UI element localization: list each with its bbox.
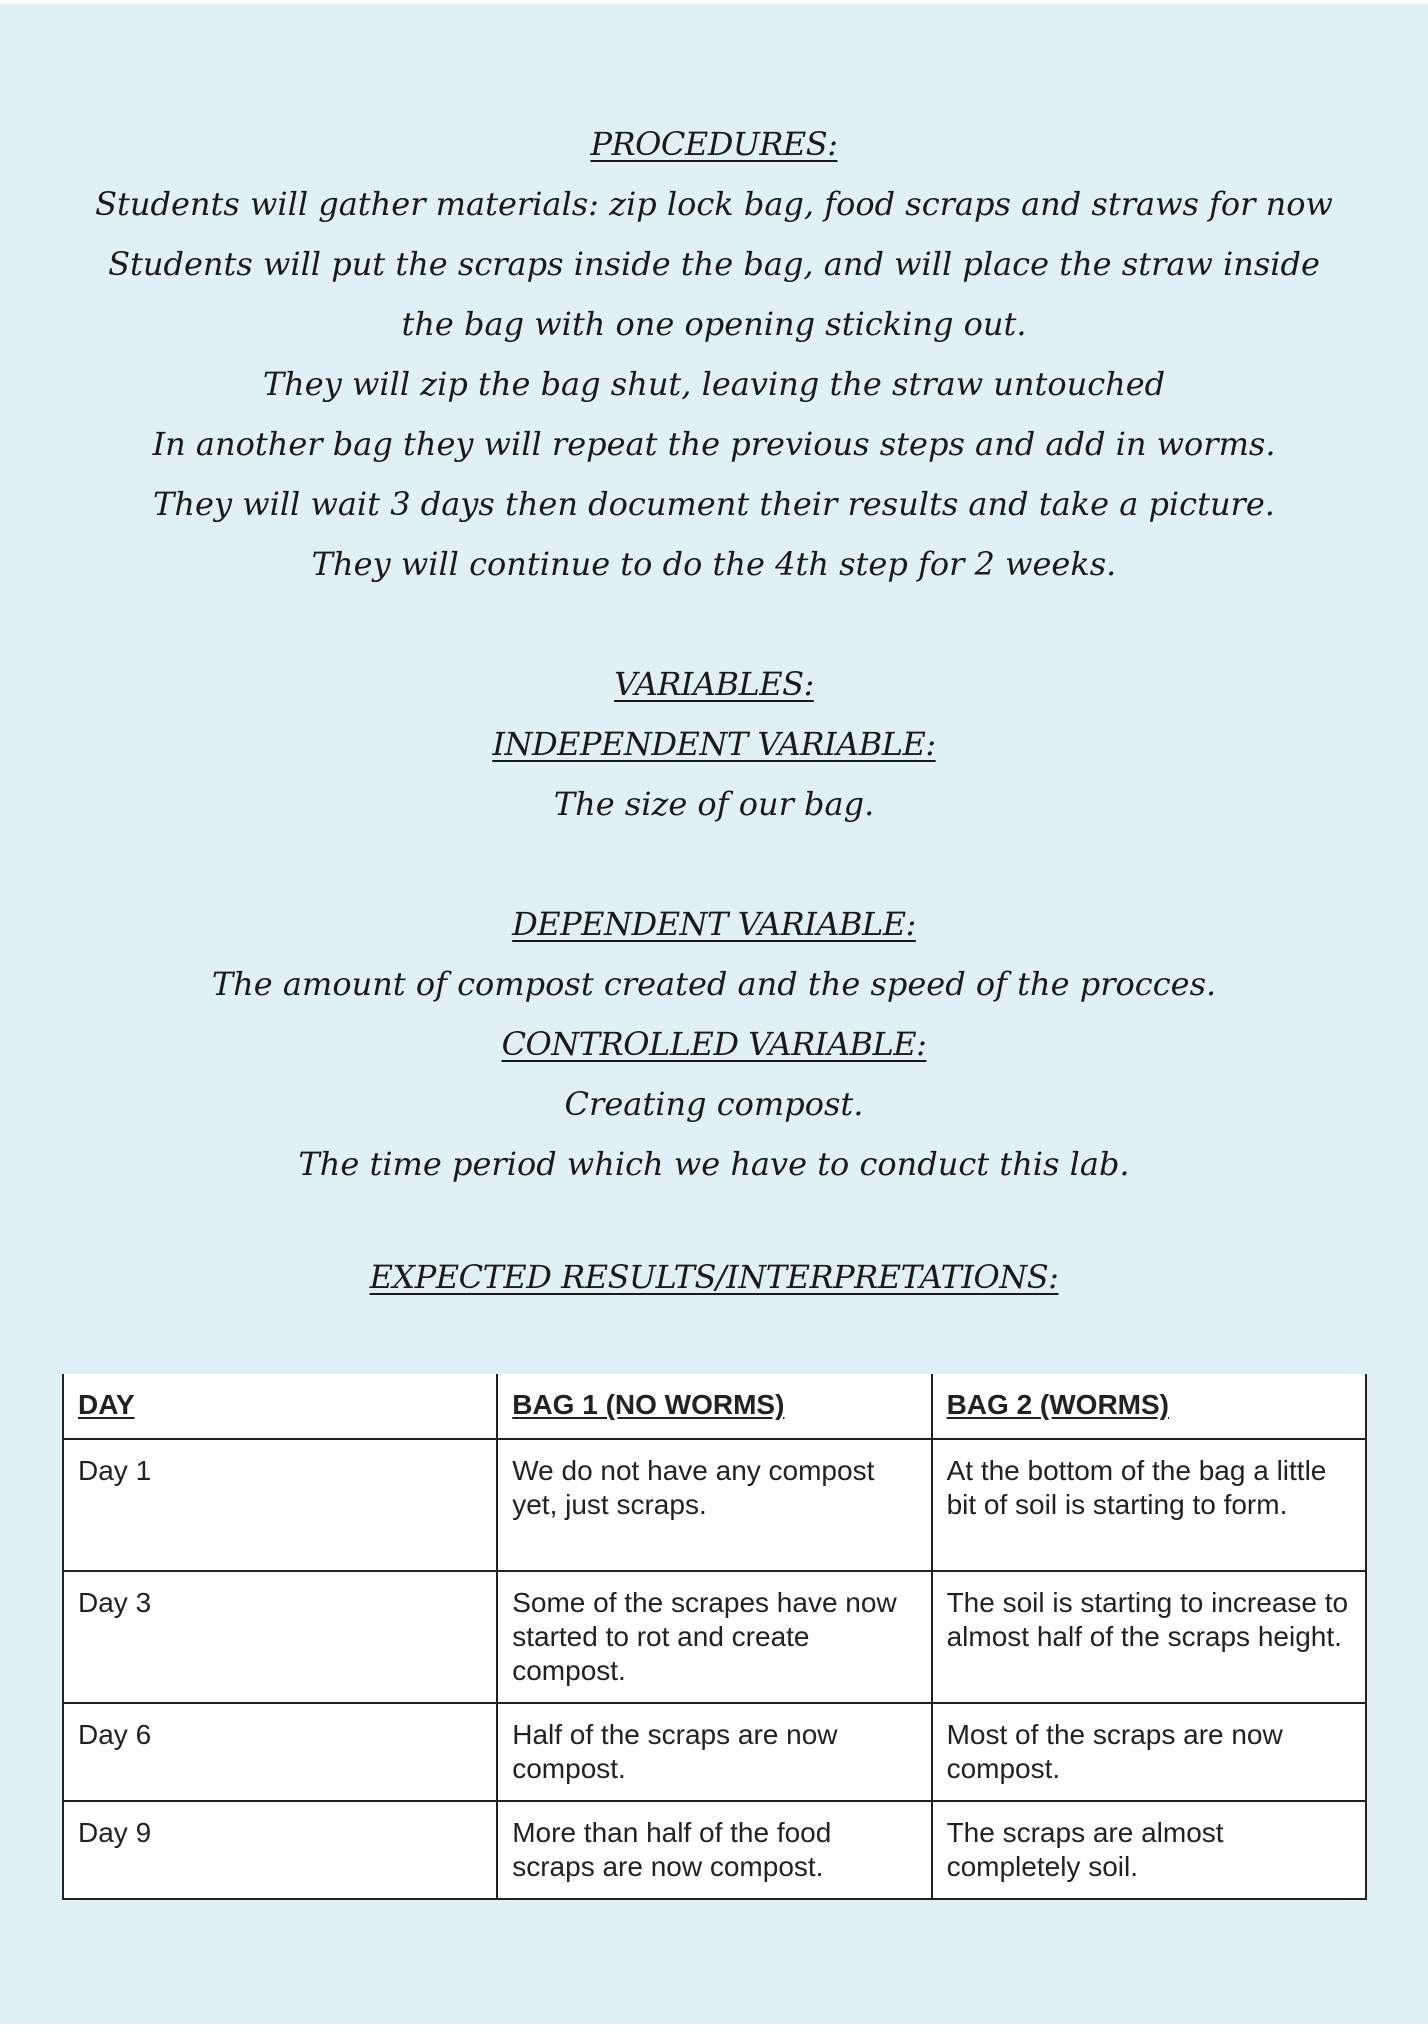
table-row bbox=[63, 1703, 1366, 1801]
controlled-variable-heading: CONTROLLED VARIABLE: bbox=[501, 1025, 927, 1063]
procedure-line-2: Students will put the scraps inside the bag, and will place the straw inside the bag with one opening sticking out. bbox=[108, 245, 1320, 343]
controlled-variable-line-2: The time period which we have to conduct this lab. bbox=[298, 1145, 1130, 1183]
cell-bag-2: Most of the scraps are now compost. bbox=[932, 1703, 1366, 1801]
cell-day: Day 1 bbox=[63, 1439, 497, 1571]
dependent-variable-text: The amount of compost created and the speed of the procces. bbox=[211, 965, 1217, 1003]
cell-day: Day 6 bbox=[63, 1703, 497, 1801]
cell-day: Day 9 bbox=[63, 1801, 497, 1899]
cell-bag-1: We do not have any compost yet, just scraps. bbox=[497, 1439, 931, 1571]
variables-heading: VARIABLES: bbox=[614, 665, 814, 703]
header-bag-2: BAG 2 (WORMS) bbox=[932, 1374, 1366, 1439]
independent-variable-heading: INDEPENDENT VARIABLE: bbox=[492, 725, 936, 763]
table-header-row bbox=[63, 1374, 1366, 1439]
variables-section bbox=[80, 654, 1348, 1194]
cell-bag-2: The soil is starting to increase to almost half of the scraps height. bbox=[932, 1571, 1366, 1703]
cell-day: Day 3 bbox=[63, 1571, 497, 1703]
procedure-line-3: They will zip the bag shut, leaving the straw untouched bbox=[262, 365, 1166, 403]
table-row bbox=[63, 1801, 1366, 1899]
results-table bbox=[62, 1374, 1367, 1900]
independent-variable-text: The size of our bag. bbox=[553, 785, 875, 823]
expected-results-section bbox=[80, 1247, 1348, 1307]
cell-bag-1: More than half of the food scraps are now compost. bbox=[497, 1801, 931, 1899]
procedure-line-5: They will wait 3 days then document their results and take a picture. bbox=[153, 485, 1275, 523]
cell-bag-1: Half of the scraps are now compost. bbox=[497, 1703, 931, 1801]
procedures-heading: PROCEDURES: bbox=[590, 125, 838, 163]
cell-bag-1: Some of the scrapes have now started to rot and create compost. bbox=[497, 1571, 931, 1703]
dependent-variable-heading: DEPENDENT VARIABLE: bbox=[512, 905, 916, 943]
procedure-line-6: They will continue to do the 4th step for 2 weeks. bbox=[311, 545, 1117, 583]
document-page bbox=[0, 4, 1428, 2024]
header-day: DAY bbox=[63, 1374, 497, 1439]
table-row bbox=[63, 1439, 1366, 1571]
controlled-variable-line-1: Creating compost. bbox=[564, 1085, 864, 1123]
procedure-line-4: In another bag they will repeat the previous steps and add in worms. bbox=[152, 425, 1276, 463]
header-bag-1: BAG 1 (NO WORMS) bbox=[497, 1374, 931, 1439]
table-row bbox=[63, 1571, 1366, 1703]
procedure-line-1: Students will gather materials: zip lock bag, food scraps and straws for now bbox=[95, 185, 1333, 223]
cell-bag-2: At the bottom of the bag a little bit of soil is starting to form. bbox=[932, 1439, 1366, 1571]
expected-results-heading: EXPECTED RESULTS/INTERPRETATIONS: bbox=[369, 1258, 1059, 1296]
cell-bag-2: The scraps are almost completely soil. bbox=[932, 1801, 1366, 1899]
procedures-section bbox=[80, 114, 1348, 594]
